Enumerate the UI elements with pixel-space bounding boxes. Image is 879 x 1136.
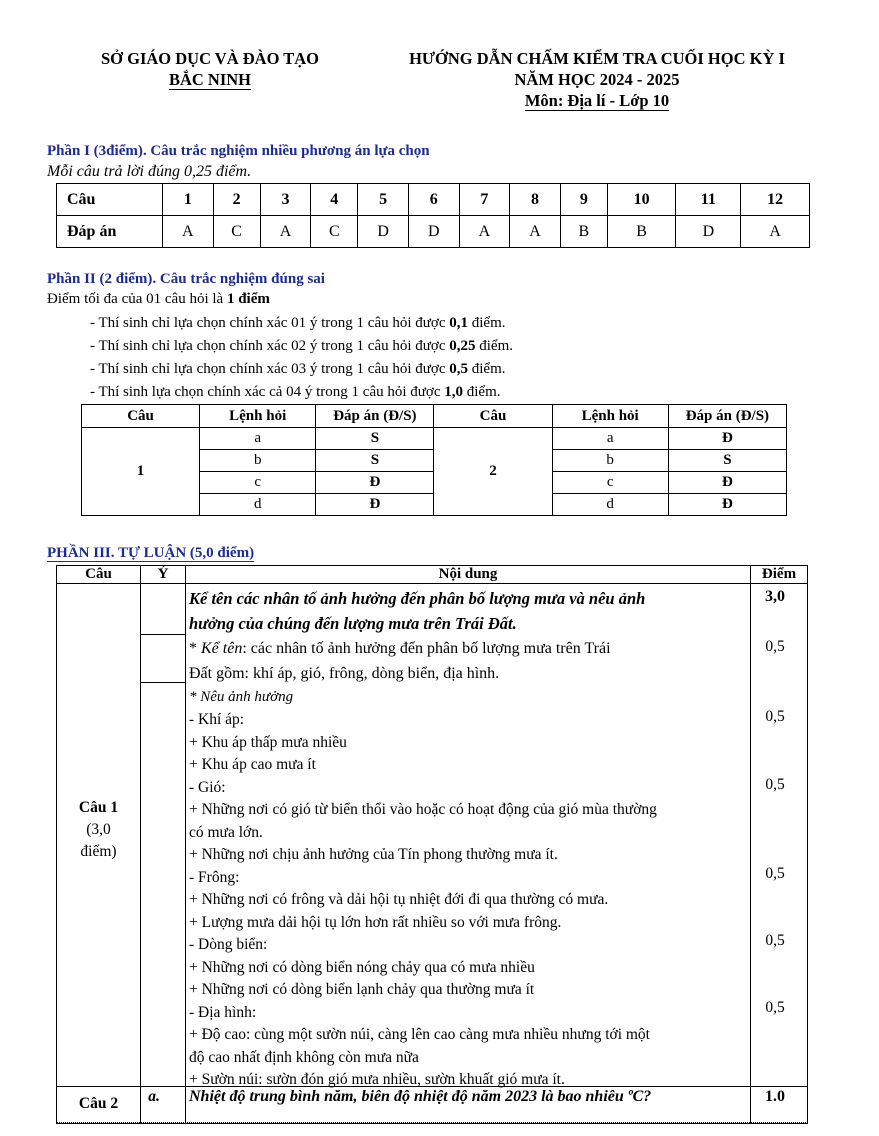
row-label: Câu — [57, 184, 163, 216]
rule-text: - Thí sinh chỉ lựa chọn chính xác 02 ý trong 1 câu hỏi được — [90, 338, 450, 354]
answer-cell: D — [358, 216, 409, 248]
question-number: 4 — [311, 184, 358, 216]
answer-cell: C — [213, 216, 260, 248]
true-false-answer: Đ — [668, 494, 786, 516]
rule-score: 0,5 — [449, 361, 469, 377]
true-false-answer: Đ — [668, 472, 786, 494]
rule-score: 0,25 — [449, 338, 476, 354]
statement-letter: c — [200, 472, 316, 494]
document-title: HƯỚNG DẪN CHẤM KIỂM TRA CUỐI HỌC KỲ I — [409, 49, 785, 68]
column-header: Điểm — [761, 566, 797, 582]
question-number: 8 — [510, 184, 561, 216]
question-label: Câu 2 — [78, 1095, 119, 1112]
table-header-row — [82, 405, 787, 428]
content-line: độ cao nhất định không còn mưa nữa — [189, 1048, 419, 1066]
table-row — [82, 428, 787, 450]
answer-cell: D — [408, 216, 459, 248]
content-line: + Những nơi chịu ảnh hưởng của Tín phong thường mưa ít. — [189, 846, 558, 863]
question-heading: hưởng của chúng đến lượng mưa trên Trái Đất. — [189, 614, 517, 633]
question-points: (3,0 — [86, 821, 111, 838]
column-header: Câu — [85, 566, 112, 582]
statement-letter: c — [552, 472, 668, 494]
table-row — [57, 216, 810, 248]
rule-suffix: điểm. — [468, 361, 506, 377]
statement-letter: d — [552, 494, 668, 516]
score-value: 0,5 — [765, 932, 785, 949]
rule-score: 1,0 — [444, 384, 463, 400]
part1-title: Phần I (3điểm). Câu trắc nghiệm nhiều phương án lựa chọn — [47, 143, 430, 159]
province-name: BẮC NINH — [168, 70, 252, 89]
question-points: điểm) — [80, 843, 117, 860]
factor-list: Đất gồm: khí áp, gió, frông, dòng biển, địa hình. — [189, 665, 500, 682]
statement-letter: d — [200, 494, 316, 516]
question-number: 1 — [163, 184, 214, 216]
score-value: 0,5 — [765, 776, 785, 793]
true-false-answer: S — [668, 450, 786, 472]
rule-line — [90, 338, 513, 355]
part1-answer-table — [56, 183, 810, 248]
statement-letter: a — [552, 428, 668, 450]
school-year: NĂM HỌC 2024 - 2025 — [514, 70, 680, 89]
rule-line — [90, 361, 506, 378]
answer-cell: A — [260, 216, 311, 248]
part3-title-text: PHẦN III. TỰ LUẬN (5,0 điểm) — [47, 545, 255, 561]
question-1-label — [56, 797, 141, 863]
content-line: - Dòng biển: — [189, 936, 268, 953]
question-number: 3 — [260, 184, 311, 216]
statement-letter: b — [552, 450, 668, 472]
question-number: 5 — [358, 184, 409, 216]
answer-cell: A — [459, 216, 510, 248]
content-line: - Gió: — [189, 778, 226, 796]
content-line: + Độ cao: cùng một sườn núi, càng lên cao càng mưa nhiều nhưng tới một — [189, 1026, 650, 1043]
score-value: 0,5 — [765, 638, 785, 655]
answer-cell: B — [607, 216, 676, 248]
content-line: + Lượng mưa dải hội tụ lớn hơn rất nhiều so với mưa frông. — [189, 913, 562, 931]
department-name: SỞ GIÁO DỤC VÀ ĐÀO TẠO — [100, 49, 320, 68]
rule-suffix: điểm. — [475, 338, 514, 354]
max-score-text: Điểm tối đa của 01 câu hỏi là — [47, 291, 227, 307]
title-block — [364, 48, 830, 111]
question-number: 11 — [676, 184, 741, 216]
sub-question-letter: a. — [148, 1088, 160, 1105]
score-value: 0,5 — [765, 708, 785, 725]
essay-content — [189, 586, 749, 1092]
max-score-value: 1 điểm — [226, 291, 270, 307]
ke-ten-text: : các nhân tố ảnh hưởng đến phân bố lượng mưa trên Trái — [242, 640, 611, 657]
score-value: 1.0 — [765, 1088, 785, 1105]
rule-text: - Thí sinh chỉ lựa chọn chính xác 03 ý trong 1 câu hỏi được — [90, 361, 450, 377]
content-line: + Những nơi có dòng biển lạnh chảy qua thường mưa ít — [189, 981, 535, 998]
influence-heading: * Nêu ảnh hưởng — [189, 689, 294, 705]
rule-text: - Thí sinh lựa chọn chính xác cả 04 ý trong 1 câu hỏi được — [90, 384, 445, 400]
column-header: Nội dung — [438, 566, 498, 582]
content-line: + Những nơi có gió từ biển thổi vào hoặc có hoạt động của gió mùa thường — [189, 801, 657, 818]
answer-cell: A — [741, 216, 810, 248]
question-number: 7 — [459, 184, 510, 216]
subject-line: Môn: Địa lí - Lớp 10 — [524, 91, 670, 110]
score-value: 3,0 — [765, 588, 785, 605]
department-block — [70, 48, 350, 90]
column-header: Lệnh hỏi — [200, 405, 316, 428]
answer-cell: C — [311, 216, 358, 248]
true-false-answer: S — [316, 450, 434, 472]
rule-suffix: điểm. — [463, 384, 501, 400]
column-header: Đáp án (Đ/S) — [316, 405, 434, 428]
score-value: 0,5 — [765, 865, 785, 882]
content-line: - Địa hình: — [189, 1003, 257, 1021]
question-number: 10 — [607, 184, 676, 216]
content-line: + Những nơi có dòng biển nóng chảy qua có mưa nhiều — [189, 958, 535, 976]
question-label: Câu 1 — [78, 799, 119, 816]
question-number: 2 — [213, 184, 260, 216]
rule-line — [90, 315, 506, 332]
true-false-answer: Đ — [316, 494, 434, 516]
true-false-answer: S — [316, 428, 434, 450]
column-header: Câu — [434, 405, 552, 428]
column-header: Ý — [157, 566, 169, 582]
content-line: có mưa lớn. — [189, 823, 263, 841]
part2-title: Phần II (2 điểm). Câu trắc nghiệm đúng sai — [47, 271, 325, 287]
answer-cell: B — [560, 216, 607, 248]
question-number: 2 — [434, 428, 552, 516]
column-header: Lệnh hỏi — [552, 405, 668, 428]
answer-cell: A — [163, 216, 214, 248]
content-line: + Khu áp thấp mưa nhiều — [189, 733, 347, 751]
rule-score: 0,1 — [449, 315, 469, 331]
content-line: - Khí áp: — [189, 711, 245, 728]
rule-suffix: điểm. — [468, 315, 506, 331]
question-number: 9 — [560, 184, 607, 216]
part2-answer-table — [81, 404, 787, 516]
table-row — [57, 184, 810, 216]
row-label: Đáp án — [57, 216, 163, 248]
question-number: 12 — [741, 184, 810, 216]
question-heading: Kể tên các nhân tố ảnh hưởng đến phân bố lượng mưa và nêu ảnh — [189, 589, 646, 608]
content-line: + Sườn núi: sườn đón gió mưa nhiều, sườn khuất gió mưa ít. — [189, 1071, 565, 1088]
answer-cell: A — [510, 216, 561, 248]
column-header: Đáp án (Đ/S) — [668, 405, 786, 428]
factor-list — [189, 636, 749, 661]
true-false-answer: Đ — [668, 428, 786, 450]
part3-title — [47, 544, 254, 562]
question-number: 6 — [408, 184, 459, 216]
statement-letter: a — [200, 428, 316, 450]
column-header: Câu — [82, 405, 200, 428]
rule-text: - Thí sinh chỉ lựa chọn chính xác 01 ý trong 1 câu hỏi được — [90, 315, 450, 331]
content-line: + Những nơi có frông và dải hội tụ nhiệt đới đi qua thường có mưa. — [189, 891, 609, 908]
answer-cell: D — [676, 216, 741, 248]
rule-line — [90, 384, 501, 401]
question-heading: Nhiệt độ trung bình năm, biên độ nhiệt độ năm 2023 là bao nhiêu ºC? — [189, 1088, 652, 1105]
part2-max-score — [47, 291, 270, 308]
content-line: - Frông: — [189, 868, 240, 886]
question-number: 1 — [82, 428, 200, 516]
content-line: + Khu áp cao mưa ít — [189, 756, 316, 773]
bullet: * — [189, 640, 201, 657]
statement-letter: b — [200, 450, 316, 472]
part1-note: Mỗi câu trả lời đúng 0,25 điểm. — [47, 163, 252, 180]
ke-ten-label: Kể tên — [201, 640, 243, 657]
true-false-answer: Đ — [316, 472, 434, 494]
score-value: 0,5 — [765, 999, 785, 1016]
